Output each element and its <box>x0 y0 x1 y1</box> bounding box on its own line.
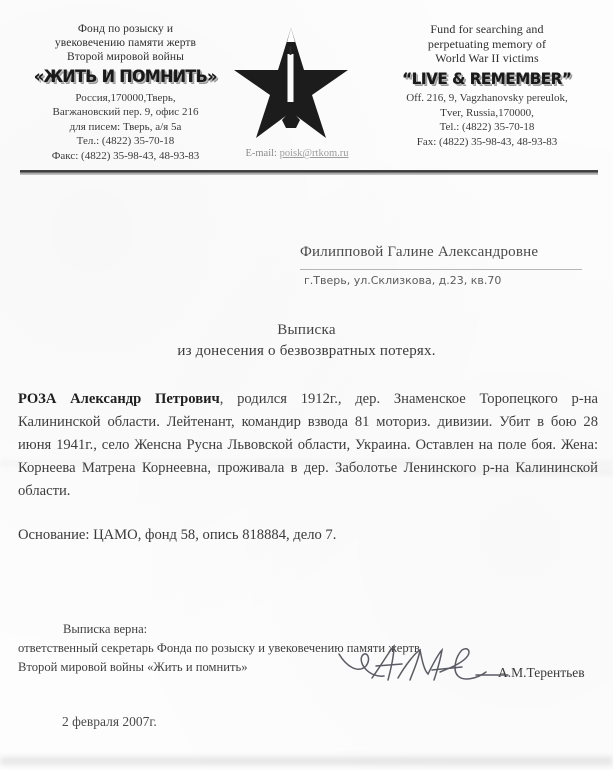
org-phone-en: Tel.: (4822) 35-70-18 <box>439 121 535 134</box>
org-phone-ru: Тел.: (4822) 35-70-18 <box>76 135 175 148</box>
org-title-en-line-3: World War II victims <box>435 51 539 66</box>
org-title-ru-line-3: Второй мировой войны <box>66 51 185 64</box>
signer-name: А.М.Терентьев <box>498 664 585 680</box>
letterhead-right-column <box>376 22 598 149</box>
five-pointed-star-with-candle-icon <box>232 24 350 142</box>
document-title-line-2: из донесения о безвозвратных потерях. <box>177 343 436 359</box>
org-address-en-line-1: Off. 216, 9, Vagzhanovsky pereulok, <box>406 92 568 105</box>
org-title-en-line-2: perpetuating memory of <box>427 36 547 51</box>
org-fax-ru: Факс: (4822) 35-98-43, 48-93-83 <box>51 149 200 162</box>
document-title-line-1: Выписка <box>277 322 336 338</box>
addressee-divider <box>300 269 582 270</box>
addressee-block <box>300 244 600 287</box>
org-address-ru-line-2: Вагжановский пер. 9, офис 216 <box>52 106 199 119</box>
signer-position-line-1: ответственный секретарь Фонда по розыску и увековечению памяти жертв <box>18 640 420 655</box>
letterhead-left-column <box>18 22 233 163</box>
letterhead-divider <box>20 170 598 175</box>
email-label: E-mail: <box>245 148 277 159</box>
org-title-ru-line-1: Фонд по розыску и <box>77 23 174 35</box>
email-line <box>222 148 372 159</box>
signature-flourish-icon <box>336 644 516 690</box>
scan-artifact-bottom-edge <box>0 757 613 765</box>
archive-basis: Основание: ЦАМО, фонд 58, опись 818884, дело 7. <box>18 527 337 543</box>
org-title-en-line-1: Fund for searching and <box>430 22 544 36</box>
subject-name: РОЗА Александр Петрович <box>18 391 220 407</box>
org-fax-en: Fax: (4822) 35-98-43, 48-93-83 <box>416 135 558 148</box>
org-address-en-line-2: Tver, Russia,170000, <box>440 106 534 119</box>
org-logo-en: “LIVE & REMEMBER” <box>402 68 572 88</box>
org-address-ru-line-3: для писем: Тверь, а/я 5а <box>69 120 182 133</box>
org-logo-ru: «ЖИТЬ И ПОМНИТЬ» <box>34 67 217 88</box>
email-address[interactable]: poisk@rtkom.ru <box>279 148 349 159</box>
document-body <box>18 388 598 503</box>
footer-block <box>18 620 598 698</box>
addressee-name: Филипповой Галине Александровне <box>300 244 539 260</box>
org-address-ru-line-1: Россия,170000,Тверь, <box>75 91 176 104</box>
org-title-ru-line-2: увековечению памяти жертв <box>54 37 197 50</box>
document-title <box>0 322 613 360</box>
addressee-address: г.Тверь, ул.Склизкова, д.23, кв.70 <box>304 274 502 287</box>
document-date: 2 февраля 2007г. <box>62 714 157 729</box>
certification-label: Выписка верна: <box>63 622 148 636</box>
signer-position-line-2: Второй мировой войны «Жить и помнить» <box>18 659 248 674</box>
body-text: , родился 1912г., дер. Знаменское Торопецкого р-на Калининской области. Лейтенант, командир взвода 81 моториз. дивизии. Убит в бою 28 июня 1941г., село Женсна Русна Львовской области, Украина. Оставлен на поле боя. Жена: Корнеева Матрена Корнеевна, проживала в дер. Заболотье Ленинского р-на Калининской области. <box>18 391 598 500</box>
